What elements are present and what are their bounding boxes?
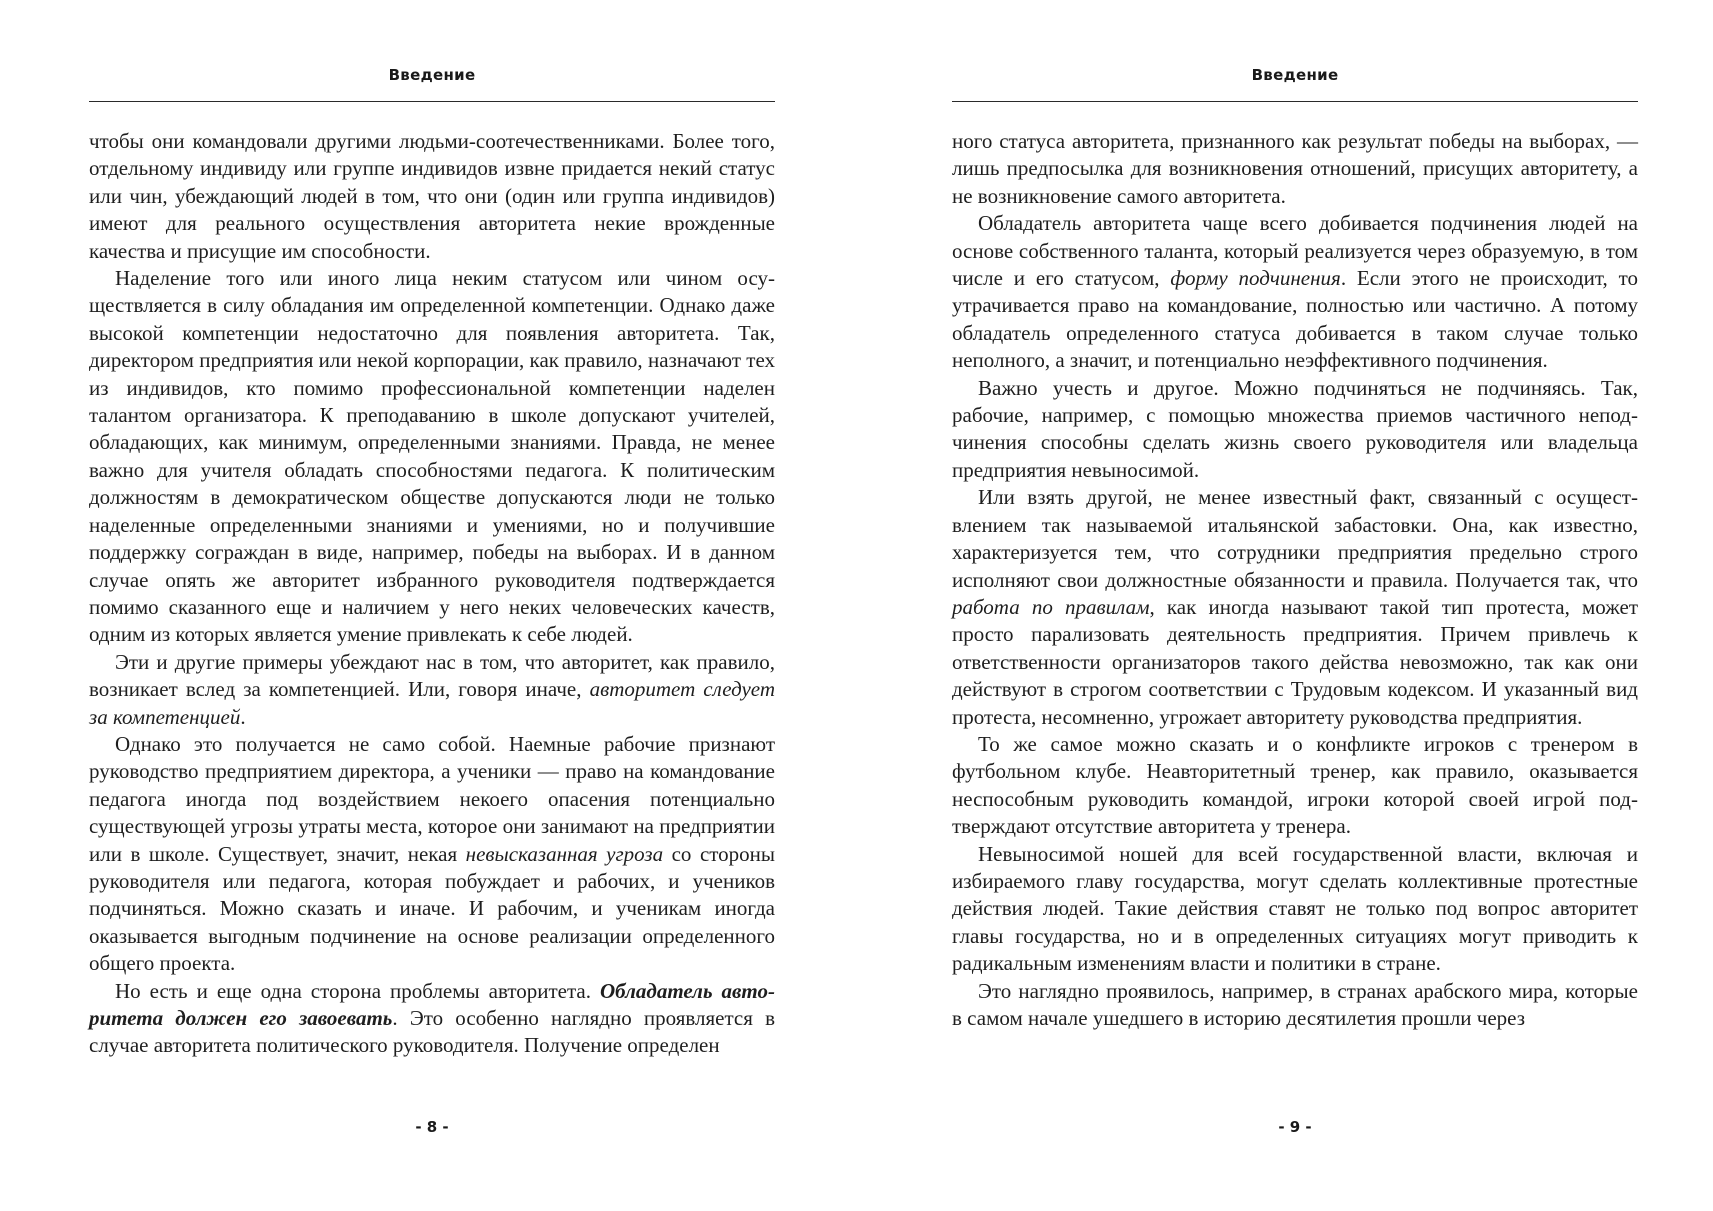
paragraph: Невыносимой ношей для всей государственной власти, включая и избираемого главу государства, могут сделать коллективные протестные действия людей. Такие действия ставят не только под вопрос авторитет главы государства, но и в определенных ситуациях могут приводить к радикальным изменениям власти и политики в стране. xyxy=(952,841,1638,976)
text-run: Эти и другие примеры убеждают нас в том, что авторитет, как правило, возникает вслед за компетенцией. Или, говоря иначе, xyxy=(89,649,775,702)
italic-emphasis: форму подчинения xyxy=(1170,266,1341,291)
paragraph xyxy=(89,978,775,1060)
paragraph: Важно учесть и другое. Можно подчиняться не подчиняясь. Так, рабочие, например, с помощью множества приемов частичного неподчинения способны сделать жизнь своего руководителя или владельца предприятия невыносимой. xyxy=(952,375,1638,482)
paragraph: чтобы они командовали другими людьми-соотечественниками. Более того, отдельному индивиду или группе индивидов извне придается некий статус или чин, убеждающий людей в том, что они (один или группа индивидов) имеют для реального осуществления авторитета некие врожденные качества и присущие им способности. xyxy=(89,129,775,263)
text-run: . xyxy=(240,704,246,729)
italic-emphasis: работа по правилам xyxy=(952,594,1150,619)
text-run: . Это особенно наглядно проявляется в случае авторитета политического руководителя. Получение определен xyxy=(89,1006,775,1058)
italic-emphasis: авторитет следует за компетенцией xyxy=(89,677,775,729)
body-text-left xyxy=(89,128,775,1060)
text-run: Но есть и еще одна сторона проблемы авторитета. xyxy=(115,978,600,1003)
paragraph xyxy=(89,731,775,978)
text-run: Однако это получается не само собой. Наемные рабочие признают руководство предприятием директора, а ученики — право на командование педагога иногда под воздействием некоего опасения потенциально существующей угрозы утраты места, которое они занимают на предприятии или в школе. Существует, значит, некая xyxy=(89,731,775,866)
text-run: , как иногда называют такой тип протеста, может просто парализовать деятельность предприятия. Причем привлечь к ответственности организаторов такого действа невозможно, так как они действуют в строгом соответствии с Трудовым кодексом. И указанный вид протеста, несомненно, угрожает авторитету руководства предприятия. xyxy=(952,594,1638,729)
text-run: со стороны руководителя или педагога, которая побуждает и рабочих, и учеников подчиняться. Можно сказать и иначе. И рабочим, и ученикам иногда оказывается выгодным подчинение на основе реализации определенного общего проекта. xyxy=(89,841,776,976)
page-number-left: - 8 - xyxy=(415,1118,449,1136)
text-run: Или взять другой, не менее известный факт, связанный с осуществлением так называемой итальянской забастовки. Она, как известно, характеризуется тем, что сотрудники предприятия предельно строго исполняют свои должностные обязанности и правила. Получается так, что xyxy=(952,485,1638,592)
running-head-left: Введение xyxy=(388,66,476,84)
italic-emphasis: невысказанная угроза xyxy=(465,841,664,866)
paragraph: Это наглядно проявилось, например, в странах арабского мира, которые в самом начале ушедшего в историю десятилетия прошли через xyxy=(952,978,1638,1030)
paragraph: Наделение того или иного лица неким статусом или чином осуществляется в силу обладания им определенной компетенции. Однако даже высокой компетенции недостаточно для появления авторитета. Так, директором предприятия или некой корпорации, как правило, назначают тех из индивидов, кто помимо профессиональной компетенции наделен талантом организатора. К преподаванию в школе допускают учителей, обладающих, как минимум, определенными знаниями. Правда, не менее важно для учителя обладать способностями педагога. К политическим должностям в демократическом обществе допускаются люди не только наделенные определенными знаниями и умениями, но и получившие поддержку сограждан в виде, например, победы на выборах. И в данном случае опять же авторитет избранного руководителя подтверждается помимо сказанного еще и наличием у него неких человеческих качеств, одним из которых является умение привлекать к себе людей. xyxy=(89,266,775,647)
running-head-right: Введение xyxy=(1251,66,1339,84)
paragraph: То же самое можно сказать и о конфликте игроков с тренером в футбольном клубе. Неавторитетный тренер, как правило, оказывается неспособным руководить командой, игроки которой своей игрой подтверждают отсутствие авторитета у тренера. xyxy=(952,731,1638,839)
paragraph xyxy=(952,210,1638,374)
paragraph: ного статуса авторитета, признанного как результат победы на выборах, — лишь предпосылка для возникновения отношений, присущих авторитету, а не возникновение самого авторитета. xyxy=(952,129,1638,208)
paragraph xyxy=(89,649,775,731)
header-rule-right xyxy=(952,101,1638,102)
page-number-right: - 9 - xyxy=(1278,1118,1312,1136)
header-rule-left xyxy=(89,101,775,102)
paragraph xyxy=(952,484,1638,731)
right-page xyxy=(952,0,1638,1211)
body-text-right xyxy=(952,128,1638,1032)
text-run: Обладатель авторитета чаще всего добивается подчинения людей на основе собственного таланта, который реализуется через образуемую, в том числе и его статусом, xyxy=(952,211,1638,291)
text-run: . Если этого не происходит, то утрачивается право на командование, полностью или частично. А потому обладатель определенного статуса добивается в таком случае только неполного, а значит, и потенциально неэффективного подчинения. xyxy=(952,266,1639,373)
bold-italic-emphasis: Обладатель авторитета должен его завоевать xyxy=(89,978,775,1030)
left-page xyxy=(89,0,775,1211)
